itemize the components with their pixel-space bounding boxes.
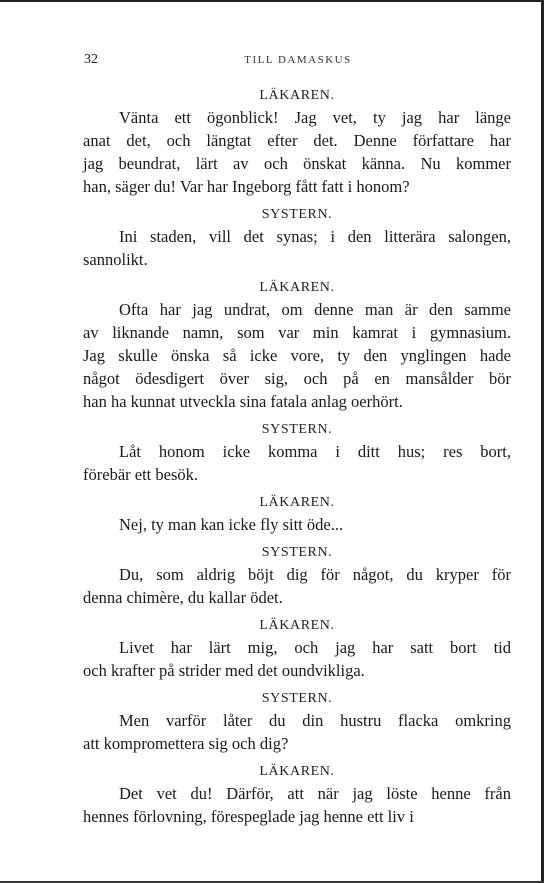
text-line: Ini staden, vill det synas; i den litterära salongen, [119,227,511,246]
text-line: han ha kunnat utveckla sina fatala anlag oerhört. [83,392,403,411]
text-line: och krafter på strider med det oundvikliga. [83,661,365,680]
text-line: Det vet du! Därför, att när jag löste henne från [119,784,511,803]
text-line: Livet har lärt mig, och jag har satt bort tid [119,638,511,657]
speaker-name: SYSTERN. [261,422,333,437]
text-line: denna chimère, du kallar ödet. [83,588,283,607]
speaker-name: SYSTERN. [261,545,333,560]
text-line: av liknande namn, som var min kamrat i gymnasium. [83,323,511,342]
text-line: förebär ett besök. [83,465,198,484]
speech-paragraph [83,513,511,536]
speech-paragraph [83,298,511,413]
text-line: Nej, ty man kan icke fly sitt öde... [119,515,344,534]
speech-paragraph [83,106,511,198]
text-line: hennes förlovning, förespeglade jag henne ett liv i [83,807,414,826]
text-line: jag beundrat, lärt av och önskat känna. Nu kommer [83,154,511,173]
speaker-name: SYSTERN. [261,691,333,706]
text-line: Ofta har jag undrat, om denne man är den samme [119,300,511,319]
speaker-name: LÄKAREN. [259,280,335,295]
text-line: Du, som aldrig böjt dig för något, du kryper för [119,565,511,584]
page-edge-top [0,0,544,2]
speech-paragraph [83,709,511,755]
running-title: TILL DAMASKUS [244,54,352,66]
text-line: något ödesdigert över sig, och på en mansålder bör [83,369,511,388]
dialogue-text [83,87,511,836]
text-line: att kompromettera sig och dig? [83,734,289,753]
speech-paragraph [83,782,511,828]
speaker-name: SYSTERN. [261,207,333,222]
speaker-name: LÄKAREN. [259,764,335,779]
text-line: anat det, och längtat efter det. Denne författare har [83,131,511,150]
speaker-name: LÄKAREN. [259,618,335,633]
text-line: Låt honom icke komma i ditt hus; res bort, [119,442,511,461]
page-header [84,52,512,72]
page-number: 32 [84,52,98,67]
speech-paragraph [83,563,511,609]
text-line: Vänta ett ögonblick! Jag vet, ty jag har länge [119,108,511,127]
text-line: Men varför låter du din hustru flacka omkring [119,711,511,730]
speech-paragraph [83,440,511,486]
text-line: Jag skulle önska så icke vore, ty den ynglingen hade [83,346,511,365]
text-line: han, säger du! Var har Ingeborg fått fatt i honom? [83,177,410,196]
speaker-name: LÄKAREN. [259,495,335,510]
speaker-name: LÄKAREN. [259,88,335,103]
speech-paragraph [83,636,511,682]
text-line: sannolikt. [83,250,148,269]
speech-paragraph [83,225,511,271]
